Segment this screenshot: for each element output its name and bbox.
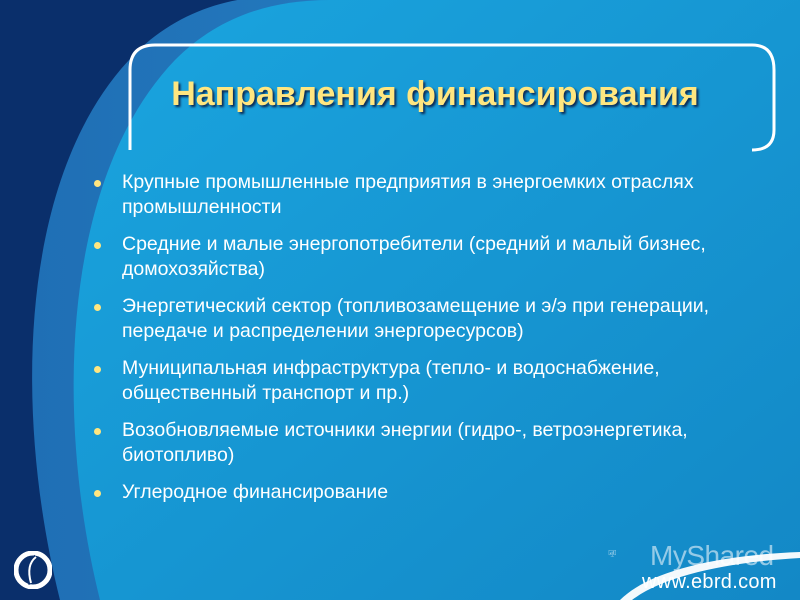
bullet-dot-icon (94, 242, 101, 249)
bullet-text: Крупные промышленные предприятия в энергоемких отраслях промышленности (122, 171, 694, 218)
website-url: www.ebrd.com (642, 571, 777, 593)
bullet-dot-icon (94, 180, 101, 187)
bullet-item (80, 418, 740, 468)
bullet-item (80, 170, 740, 220)
watermark-text: MyShared (650, 540, 774, 571)
bullet-text: Возобновляемые источники энергии (гидро-, ветроэнергетика, биотопливо) (122, 419, 688, 466)
bullet-text: Энергетический сектор (топливозамещение и э/э при генерации, передаче и распределении энергоресурсов) (122, 295, 710, 342)
presentation-chart-icon (608, 535, 648, 571)
bullet-text: Углеродное финансирование (122, 481, 389, 503)
bullet-text: Средние и малые энергопотребители (средний и малый бизнес, домохозяйства) (122, 233, 706, 280)
bullet-dot-icon (94, 304, 101, 311)
bullet-item (80, 480, 740, 505)
bullet-dot-icon (94, 366, 101, 373)
ebrd-logo-icon (14, 551, 52, 589)
bullet-text: Муниципальная инфраструктура (тепло- и водоснабжение, общественный транспорт и пр.) (122, 357, 660, 404)
bullet-dot-icon (94, 490, 101, 497)
slide-title: Направления финансирования (171, 75, 699, 113)
bullet-dot-icon (94, 428, 101, 435)
bullet-list (80, 170, 740, 517)
bullet-item (80, 294, 740, 344)
bullet-item (80, 232, 740, 282)
bullet-item (80, 356, 740, 406)
